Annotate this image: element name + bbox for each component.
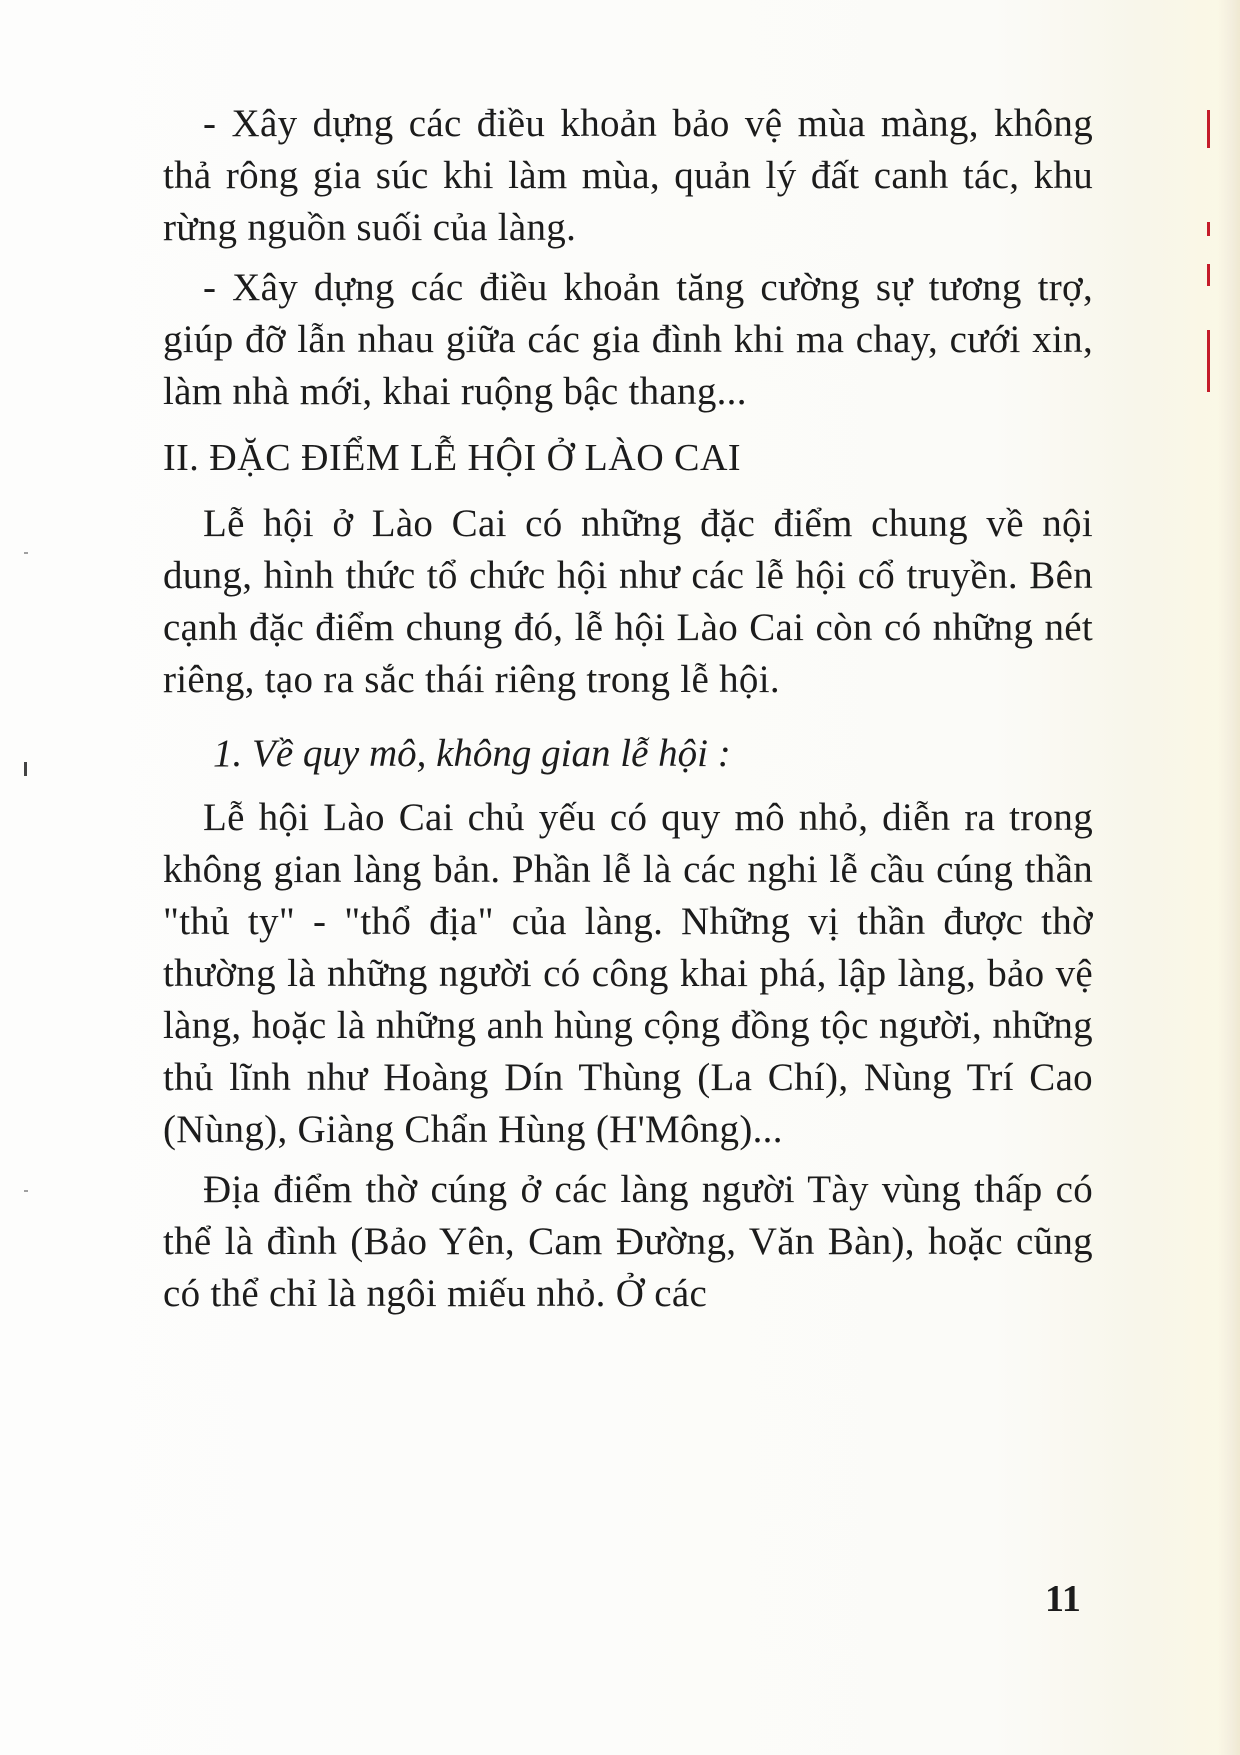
section-heading: II. ĐẶC ĐIỂM LỄ HỘI Ở LÀO CAI [163, 437, 742, 479]
page-number: 11 [1045, 1578, 1081, 1620]
body-paragraph: Lễ hội ở Lào Cai có những đặc điểm chung về nội dung, hình thức tổ chức hội như các lễ hội cổ truyền. Bên cạnh đặc điểm chung đó, lễ hội Lào Cai còn có những nét riêng, tạo ra sắc thái riêng trong lễ hội. [163, 502, 1093, 701]
scan-speck [24, 762, 27, 776]
margin-red-mark [1207, 222, 1210, 236]
margin-red-mark [1207, 330, 1210, 392]
body-paragraph: Lễ hội Lào Cai chủ yếu có quy mô nhỏ, diễn ra trong không gian làng bản. Phần lễ là các nghi lễ cầu cúng thần "thủ ty" - "thổ địa" của làng. Những vị thần được thờ thường là những người có công khai phá, lập làng, bảo vệ làng, hoặc là những anh hùng cộng đồng tộc người, những thủ lĩnh như Hoàng Dín Thùng (La Chí), Nùng Trí Cao (Nùng), Giàng Chẩn Hùng (H'Mông)... [163, 796, 1093, 1151]
margin-red-mark [1207, 264, 1210, 286]
scan-speck [24, 1190, 28, 1192]
page-edge-shadow [1218, 0, 1240, 1755]
scan-speck [24, 552, 28, 554]
bullet-paragraph: - Xây dựng các điều khoản bảo vệ mùa màng, không thả rông gia súc khi làm mùa, quản lý đất canh tác, khu rừng nguồn suối của làng. [163, 102, 1093, 249]
page-body [163, 98, 1093, 1328]
subsection-heading: 1. Về quy mô, không gian lễ hội : [213, 732, 731, 775]
bullet-paragraph: - Xây dựng các điều khoản tăng cường sự tương trợ, giúp đỡ lẫn nhau giữa các gia đình khi ma chay, cưới xin, làm nhà mới, khai ruộng bậc thang... [163, 266, 1093, 413]
margin-red-mark [1207, 110, 1210, 148]
body-paragraph: Địa điểm thờ cúng ở các làng người Tày vùng thấp có thể là đình (Bảo Yên, Cam Đường, Văn Bàn), hoặc cũng có thể chỉ là ngôi miếu nhỏ. Ở các [163, 1168, 1093, 1315]
